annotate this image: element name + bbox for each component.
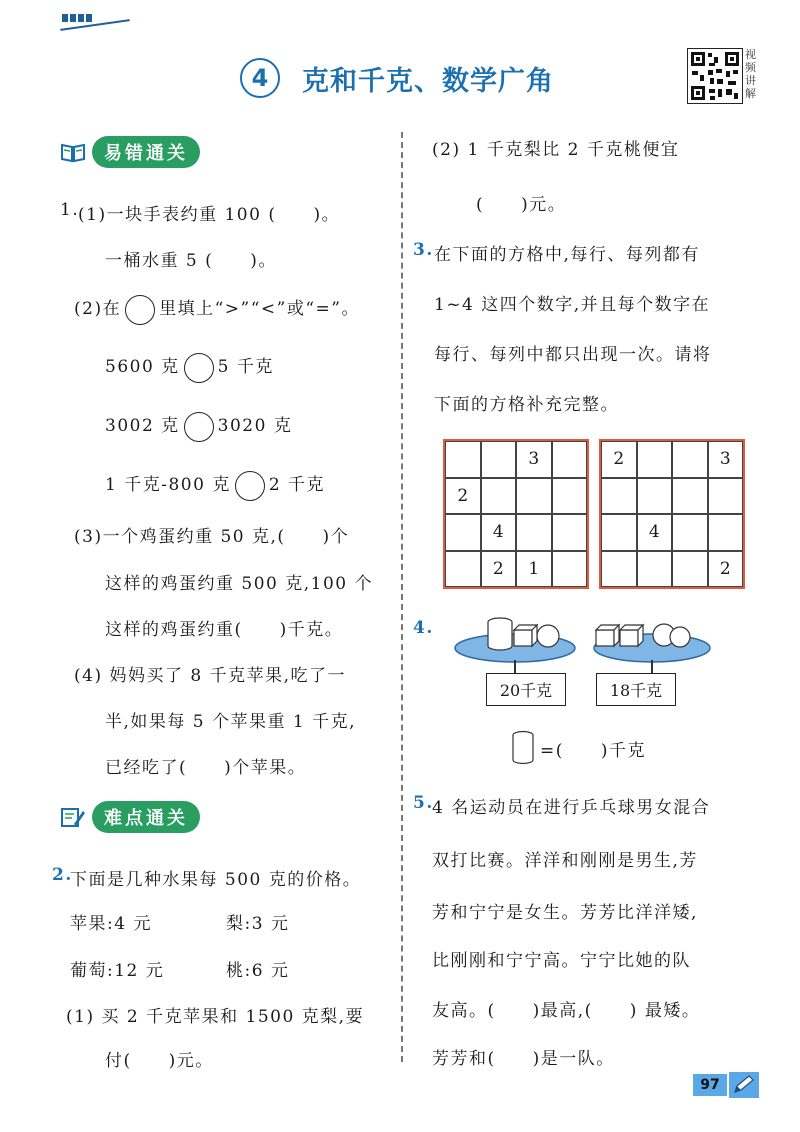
- q3-number: 3.: [413, 240, 434, 260]
- qr-code-icon[interactable]: [687, 48, 743, 104]
- page-number: 97: [693, 1074, 727, 1096]
- q2-number: 2.: [52, 865, 73, 885]
- grid-cell[interactable]: [708, 478, 744, 515]
- grid-cell: 4: [637, 514, 673, 551]
- q1-number: 1.: [60, 200, 80, 220]
- q1-part3c: 这样的鸡蛋约重( )千克。: [105, 620, 344, 640]
- q2-part2b: ( )元。: [476, 195, 567, 215]
- cylinder-icon: [510, 730, 536, 766]
- grid-cell[interactable]: [637, 551, 673, 588]
- grid-cell[interactable]: [445, 441, 481, 478]
- q3-line2: 1~4 这四个数字,并且每个数字在: [434, 295, 711, 315]
- q5-line6: 芳芳和( )是一队。: [432, 1049, 615, 1069]
- weight-label-2: 18千克: [596, 673, 676, 706]
- q2-stem: 下面是几种水果每 500 克的价格。: [70, 870, 362, 890]
- grid-cell: 2: [601, 441, 637, 478]
- q4-equation: =( )千克: [540, 741, 647, 761]
- grid-cell[interactable]: [637, 441, 673, 478]
- price-grape: 葡萄:12 元: [70, 961, 165, 981]
- grid-cell: 2: [481, 551, 517, 588]
- compare-circle[interactable]: [184, 412, 214, 442]
- grid-cell[interactable]: [481, 441, 517, 478]
- grid-cell: 2: [445, 478, 481, 515]
- q1-part4c: 已经吃了( )个苹果。: [105, 758, 307, 778]
- grid-cell: 3: [708, 441, 744, 478]
- q2-part1b: 付( )元。: [105, 1051, 214, 1071]
- qr-label: 视频讲解: [745, 48, 756, 100]
- price-peach: 桃:6 元: [226, 961, 290, 981]
- grid-cell[interactable]: [637, 478, 673, 515]
- grid-cell: 1: [516, 551, 552, 588]
- grid-cell[interactable]: [552, 514, 588, 551]
- q5-line2: 双打比赛。洋洋和刚刚是男生,芳: [432, 851, 698, 871]
- grid-cell[interactable]: [601, 551, 637, 588]
- compare-left: 3002 克: [105, 416, 180, 436]
- grid-cell[interactable]: [601, 514, 637, 551]
- price-apple: 苹果:4 元: [70, 914, 152, 934]
- grid-cell[interactable]: [552, 478, 588, 515]
- q1-part2-instruction: [74, 294, 360, 325]
- weight-label-1: 20千克: [486, 673, 566, 706]
- page-title: 克和千克、数学广角: [302, 65, 554, 97]
- q2-part1a: (1) 买 2 千克苹果和 1500 克梨,要: [66, 1007, 365, 1027]
- column-divider: [401, 132, 403, 1062]
- q5-line5: 友高。( )最高,( ) 最矮。: [432, 1001, 701, 1021]
- grid-cell: 3: [516, 441, 552, 478]
- q4-number: 4.: [413, 618, 434, 638]
- grid-cell[interactable]: [672, 551, 708, 588]
- q1-part1b: 一桶水重 5 ( )。: [105, 251, 277, 271]
- book-icon: [60, 141, 86, 163]
- compare-right: 3020 克: [217, 416, 293, 436]
- grid-cell[interactable]: [708, 514, 744, 551]
- grid-cell[interactable]: [672, 441, 708, 478]
- q5-line1: 4 名运动员在进行乒乓球男女混合: [432, 798, 711, 818]
- compare-circle[interactable]: [235, 471, 265, 501]
- compare-row-2: [105, 411, 292, 442]
- grid-cell[interactable]: [552, 441, 588, 478]
- grid-cell[interactable]: [481, 478, 517, 515]
- q2-part2a: (2) 1 千克梨比 2 千克桃便宜: [432, 140, 680, 160]
- compare-right: 5 千克: [217, 357, 274, 377]
- grid-cell[interactable]: [601, 478, 637, 515]
- compare-circle[interactable]: [184, 353, 214, 383]
- q1-part2-pre: (2)在: [74, 299, 122, 319]
- sphere-shape: [670, 627, 690, 647]
- section-title-easy: 易错通关: [92, 136, 200, 168]
- grid-cell[interactable]: [552, 551, 588, 588]
- q1-part3b: 这样的鸡蛋约重 500 克,100 个: [105, 574, 374, 594]
- chapter-header: [240, 58, 554, 98]
- grid-cell[interactable]: [445, 551, 481, 588]
- q5-line4: 比刚刚和宁宁高。宁宁比她的队: [432, 951, 691, 971]
- q1-part4b: 半,如果每 5 个苹果重 1 千克,: [105, 712, 357, 732]
- pencil-note-icon: [60, 806, 86, 828]
- price-pear: 梨:3 元: [226, 914, 290, 934]
- cube-shape: [514, 630, 532, 646]
- header-decoration: [62, 14, 92, 22]
- compare-left: 1 千克-800 克: [105, 475, 231, 495]
- grid-cell: 2: [708, 551, 744, 588]
- compare-circle[interactable]: [125, 295, 155, 325]
- section-easy: [60, 136, 200, 168]
- compare-row-3: [105, 470, 325, 501]
- section-title-hard: 难点通关: [92, 801, 200, 833]
- q3-line4: 下面的方格补充完整。: [434, 395, 619, 415]
- q5-line3: 芳和宁宁是女生。芳芳比洋洋矮,: [432, 903, 698, 923]
- grid-cell[interactable]: [672, 478, 708, 515]
- compare-row-1: [105, 352, 274, 383]
- grid-cell[interactable]: [672, 514, 708, 551]
- cube-shape: [620, 630, 638, 646]
- cube-shape: [596, 630, 614, 646]
- sphere-shape: [537, 625, 559, 647]
- grid-cell: 4: [481, 514, 517, 551]
- compare-right: 2 千克: [268, 475, 326, 495]
- compare-left: 5600 克: [105, 357, 180, 377]
- q1-part1a: (1)一块手表约重 100 ( )。: [78, 205, 341, 225]
- q3-line3: 每行、每列中都只出现一次。请将: [434, 345, 712, 365]
- pencil-icon: [729, 1072, 759, 1098]
- q3-line1: 在下面的方格中,每行、每列都有: [434, 245, 700, 265]
- grid-cell[interactable]: [516, 478, 552, 515]
- chapter-number: 4: [240, 58, 280, 98]
- grid-cell[interactable]: [516, 514, 552, 551]
- q5-number: 5.: [413, 793, 434, 813]
- q1-part4a: (4) 妈妈买了 8 千克苹果,吃了一: [74, 666, 347, 686]
- q1-part2-post: 里填上“>”“<”或“=”。: [159, 299, 360, 319]
- q1-part3a: (3)一个鸡蛋约重 50 克,( )个: [74, 527, 350, 547]
- grid-cell[interactable]: [445, 514, 481, 551]
- sudoku-grid-2: [599, 439, 745, 589]
- section-hard: [60, 801, 200, 833]
- sudoku-grid-1: [443, 439, 589, 589]
